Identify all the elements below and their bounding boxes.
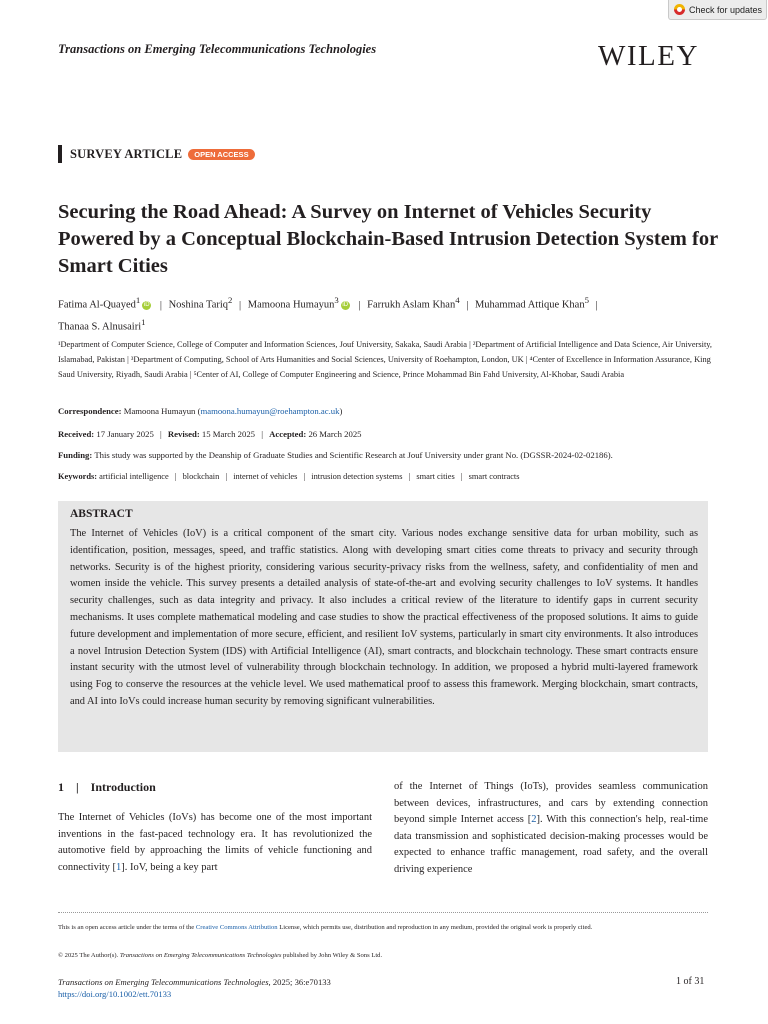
keyword: internet of vehicles [233,472,298,481]
keyword: smart contracts [468,472,520,481]
copyright-text: published by John Wiley & Sons Ltd. [281,952,383,959]
citation-line [58,977,331,987]
author-separator: | [595,299,598,311]
keyword: blockchain [182,472,220,481]
keywords [58,472,520,481]
funding-text: This study was supported by the Deanship of Graduate Studies and Scientific Research at Jouf University under grant No. (DGSSR-2024-02-02186). [94,450,613,460]
section-title: Introduction [90,780,156,794]
author-affiliation-ref: 4 [455,295,460,305]
doi-link[interactable]: https://doi.org/10.1002/ett.70133 [58,989,172,999]
revised-date: 15 March 2025 [201,429,256,439]
section-number: 1 [58,780,64,794]
correspondence-email-link[interactable]: mamoona.humayun@roehampton.ac.uk [200,406,340,416]
article-dates [58,429,362,439]
check-for-updates-button[interactable] [668,0,767,20]
author-affiliation-ref: 1 [141,316,146,327]
crossmark-icon [674,4,685,15]
copyright-note [58,950,708,961]
accepted-label: Accepted: [269,429,307,439]
copyright-text: © 2025 The Author(s). [58,952,120,959]
license-note [58,922,708,933]
author-separator: | [239,299,242,311]
author-name[interactable]: Fatima Al-Quayed [58,299,136,311]
intro-column-right [394,779,708,878]
article-title: Securing the Road Ahead: A Survey on Internet of Vehicles Security Powered by a Conceptual Blockchain-Based Intrusion Detection System for Smart Cities [58,201,718,277]
intro-text: The Internet of Vehicles (IoVs) has become one of the most important inventions in the fast-paced technology era. It has revolutionized the automotive field by approaching the limits of vehicle functioning and connectivity [ [58,812,372,873]
orcid-icon[interactable]: iD [342,301,349,308]
copyright-journal: Transactions on Emerging Telecommunications Technologies [119,952,282,959]
received-label: Received: [58,429,95,439]
citation-link[interactable]: 2 [531,814,537,825]
revised-label: Revised: [167,429,200,439]
section-separator: | [76,780,79,794]
received-date: 17 January 2025 [96,429,154,439]
keyword-separator: | [225,472,228,481]
abstract-text: The Internet of Vehicles (IoV) is a critical component of the smart city. Various nodes exchange sensitive data for urban mobility, such as identification, position, messages, speed, and traffic statistics. Along with developing smart cities come threats to privacy and security through networks. Security is of the highest priority, considering various security-privacy risks from the wellness, safety, and confidentiality of men and women inside the vehicle. This survey presents a detailed analysis of state-of-the-art and evolving security challenges to IoV systems. It handles security challenges, such as data integrity and privacy. It also includes a critical review of the literature to identify gaps in current security mechanisms. It uses complete mathematical modeling and case studies to show the practical effectiveness of the proposed solutions. It aims to guide future development and implementation of more secure, efficient, and resilient IoV systems, particularly in smart city environments. It also introduces a novel Intrusion Detection System (IDS) with Artificial Intelligence (AI), smart contracts, and blockchain technology. These smart contracts ensure instant security with the utmost level of vulnerability through blockchain technology. In addition, we proposed a hybrid multi-layered framework using Fog to conserve the resources at the vehicle level. We used mathematical proof to assess this framework. Merging blockchain, smart contracts, and AI into IoVs could increase human security by removing significant vulnerabilities. [70,528,698,707]
author-affiliation-ref: 5 [584,295,589,305]
author-affiliation-ref: 2 [228,295,233,305]
funding [58,450,613,460]
intro-text: ]. With this connection's help, real-time data transmission and sophisticated decision-making processes would be expected to enhance traffic management, road safety, and the overall driving experience [394,814,708,875]
orcid-icon[interactable]: iD [143,301,150,308]
journal-name: Transactions on Emerging Telecommunications Technologies [58,42,377,56]
citation-link[interactable]: 1 [116,861,122,873]
funding-label: Funding: [58,450,93,460]
author-name[interactable]: Mamoona Humayun [247,299,335,311]
footer-divider [58,912,708,913]
accepted-date: 26 March 2025 [308,429,362,439]
author-separator: | [466,299,469,311]
check-for-updates-label: Check for updates [689,4,763,15]
intro-column-left [58,810,372,876]
license-link[interactable]: Creative Commons Attribution [195,924,278,931]
author-name[interactable]: Farrukh Aslam Khan [367,299,456,311]
article-type-bar [58,145,62,163]
license-text: License, which permits use, distribution and reproduction in any medium, provided the original work is properly cited. [277,924,593,931]
keyword-separator: | [408,472,411,481]
correspondence-name: Mamoona Humayun [123,406,196,416]
correspondence-label: Correspondence: [58,406,122,416]
author-affiliation-ref: 3 [334,295,339,305]
keywords-label: Keywords: [58,472,98,481]
author-affiliation-ref: 1 [135,295,141,305]
keyword-separator: | [174,472,177,481]
publisher-logo: WILEY [598,40,699,72]
author-name[interactable]: Muhammad Attique Khan [474,299,585,311]
section-heading [58,780,156,795]
citation-volume: , 2025; 36:e70133 [268,977,331,987]
keyword: smart cities [416,472,455,481]
article-type [58,145,255,163]
correspondence: Correspondence: Mamoona Humayun (mamoona.humayun@roehampton.ac.uk) [58,406,343,416]
license-text: This is an open access article under the terms of the [58,924,196,931]
date-separator: | [159,429,162,439]
citation-journal: Transactions on Emerging Telecommunications Technologies [58,977,269,987]
intro-text: ]. IoV, being a key part [121,861,218,873]
author-list [58,292,718,335]
author-separator: | [159,299,162,311]
date-separator: | [261,429,263,439]
keyword: artificial intelligence [99,472,169,481]
author-name[interactable]: Thanaa S. Alnusairi [58,321,142,332]
keyword-separator: | [303,472,306,481]
author-separator: | [358,299,361,311]
open-access-badge: OPEN ACCESS [188,149,254,160]
abstract-heading: ABSTRACT [70,508,133,520]
page-number: 1 of 31 [676,976,705,987]
author-name[interactable]: Noshina Tariq [168,299,229,311]
article-type-label: SURVEY ARTICLE [70,146,183,161]
intro-text: of the Internet of Things (IoTs), provides seamless communication between devices, infrastructures, and cars by extending connection beyond simple Internet access [ [394,781,708,825]
keyword: intrusion detection systems [311,472,403,481]
affiliations: ¹Department of Computer Science, College of Computer and Information Sciences, Jouf University, Sakaka, Saudi Arabia | ²Department of Artificial Intelligence and Data Science, Air University, Islamabad, Pakistan | ³Department of Computing, School of Arts Humanities and Social Sciences, University of Roehampton, London, UK | ⁴Center of Excellence in Information Assurance, King Saud University, Riyadh, Saudi Arabia | ⁵Center of AI, College of Computer Engineering and Science, Prince Mohammad Bin Fahd University, Al-Khobar, Saudi Arabia [58,340,713,379]
keyword-separator: | [460,472,463,481]
